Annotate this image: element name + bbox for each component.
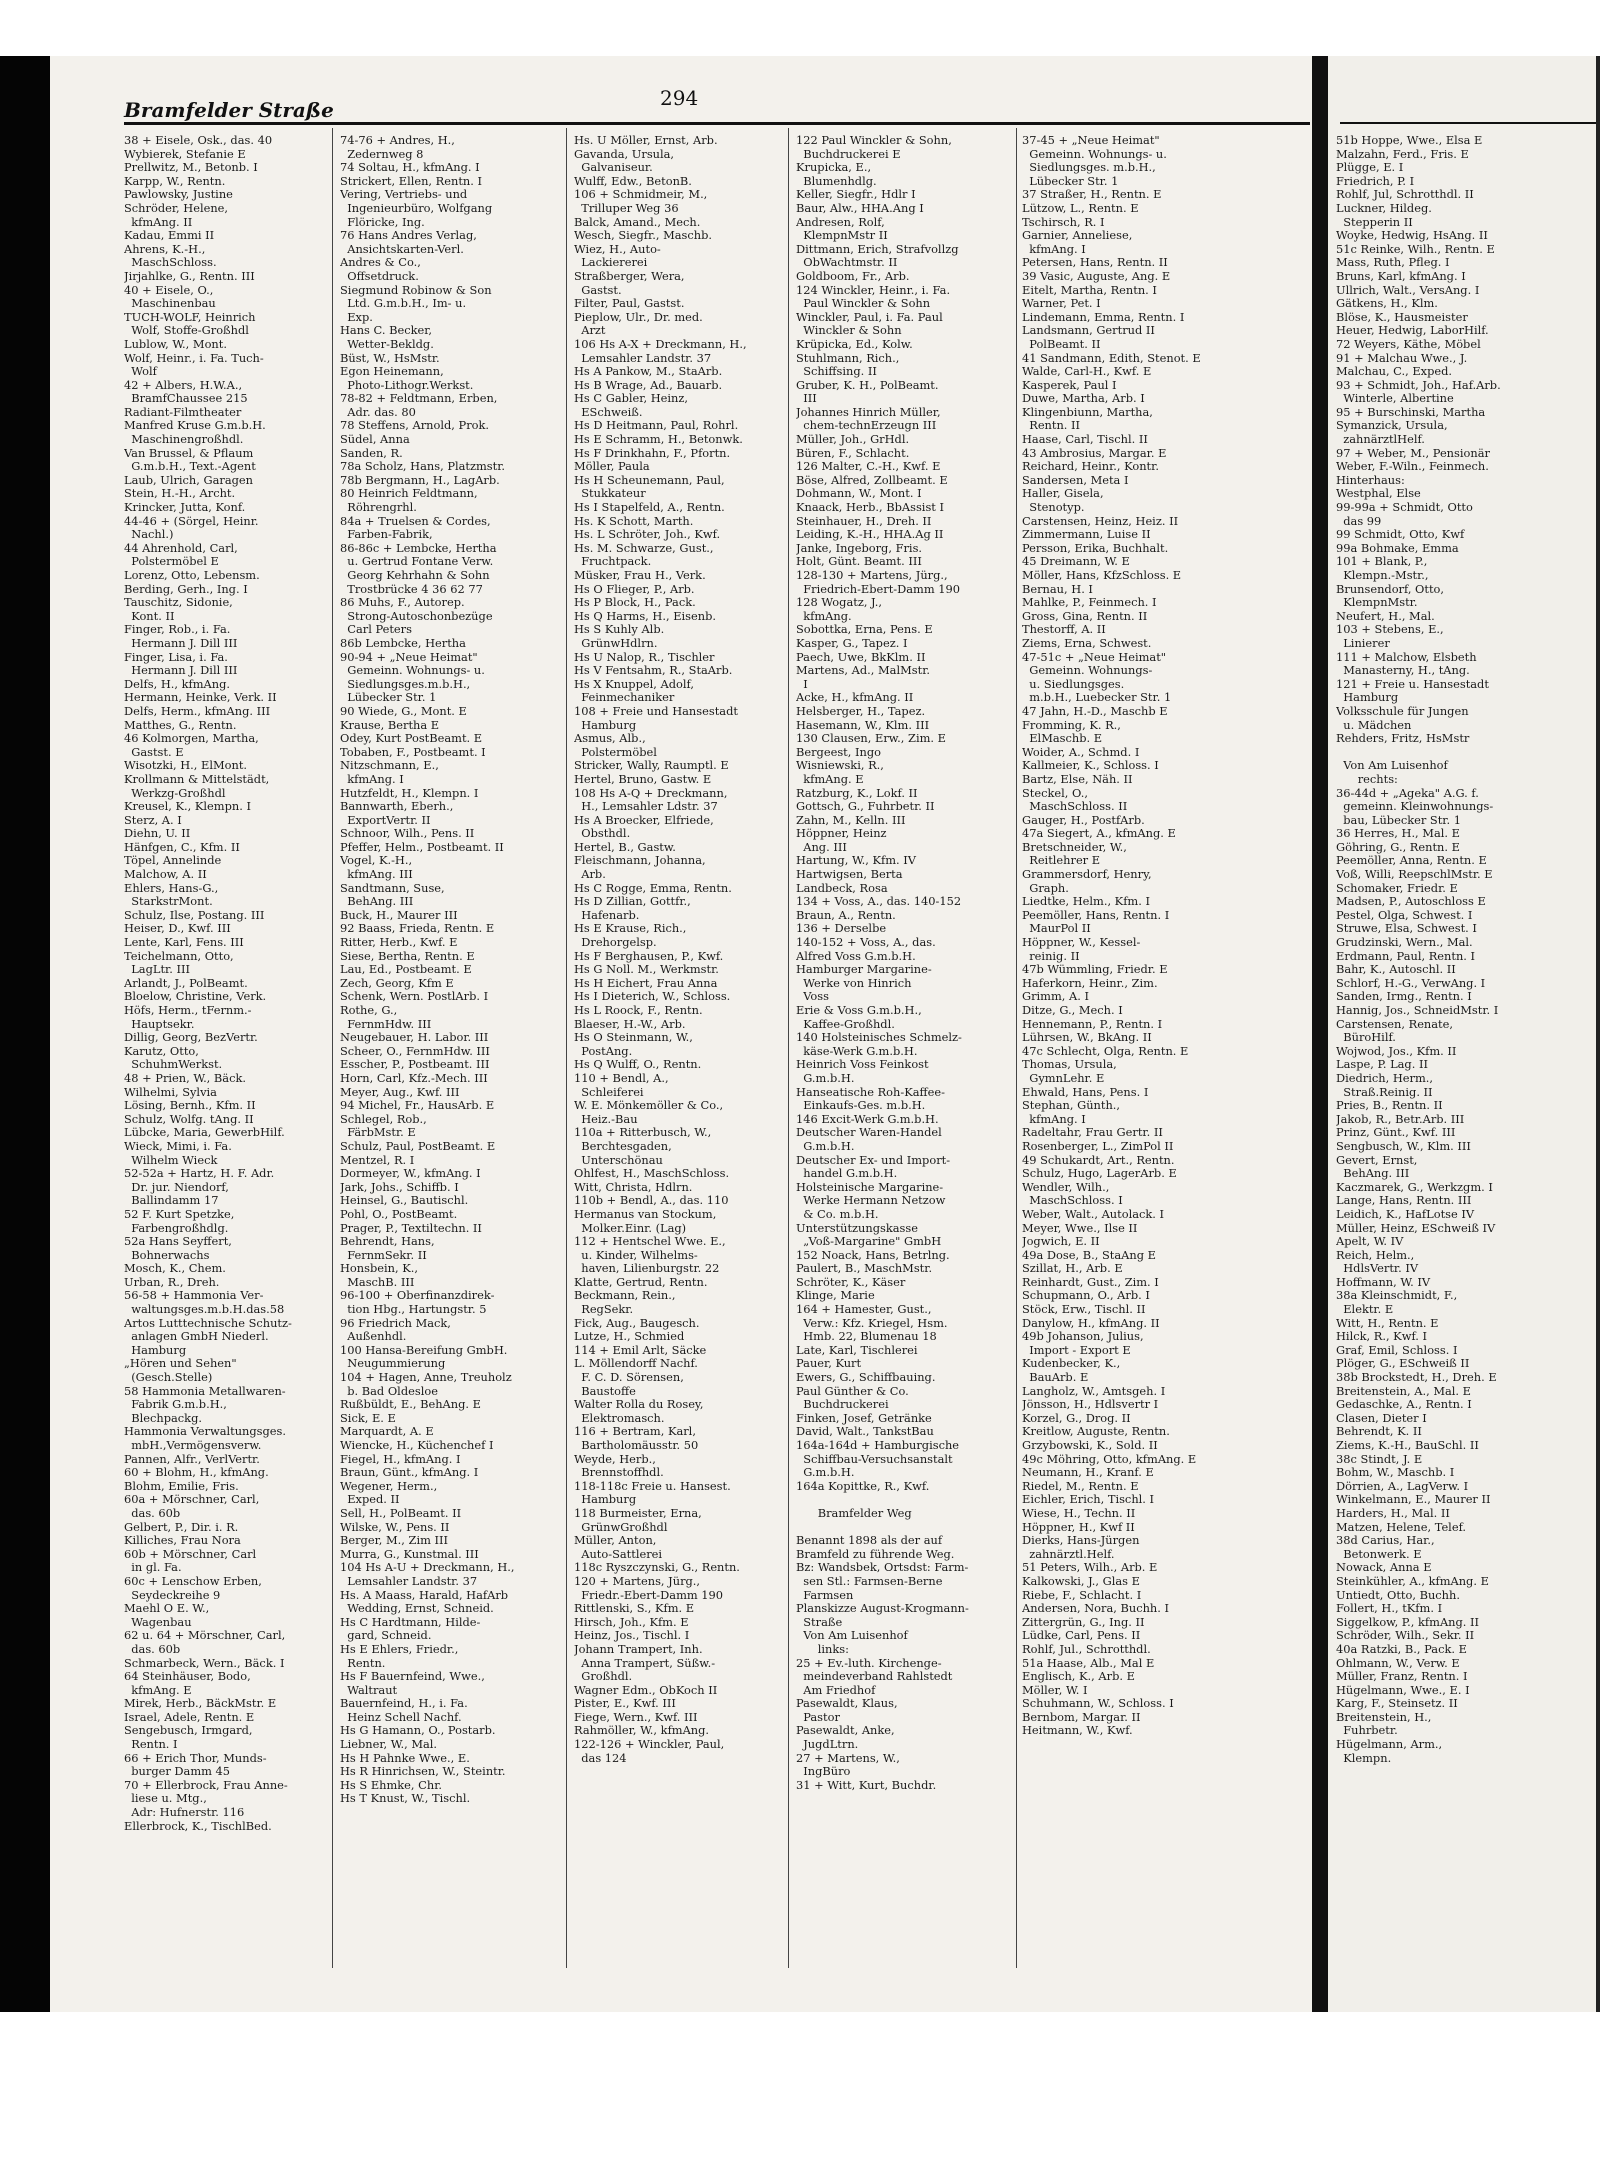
column-divider-4	[1016, 128, 1017, 1968]
street-title: Bramfelder Straße	[124, 98, 334, 122]
directory-column-3: Hs. U Möller, Ernst, Arb. Gavanda, Ursula, Galvaniseur. Wulff, Edw., BetonB. 106 + Schmidmeir, M., Trilluper Weg 36 Balck, Amand., Mech. Wesch, Siegfr., Maschb. Wiez, H., Auto- Lackiererei Straßberger, Wera, Gastst. Filter, Paul, Gastst. Pieplow, Ulr., Dr. med. Arzt 106 Hs A-X + Dreckmann, H., Lemsahler Landstr. 37 Hs A Pankow, M., StaArb. Hs B Wrage, Ad., Bauarb. Hs C Gabler, Heinz, ESchweiß. Hs D Heitmann, Paul, Rohrl. Hs E Schramm, H., Betonwk. Hs F Drinkhahn, F., Pfortn. Möller, Paula Hs H Scheunemann, Paul, Stukkateur Hs I Stapelfeld, A., Rentn. Hs. K Schott, Marth. Hs. L Schröter, Joh., Kwf. Hs. M. Schwarze, Gust., Fruchtpack. Müsker, Frau H., Verk. Hs O Flieger, P., Arb. Hs P Block, H., Pack. Hs Q Harms, H., Eisenb. Hs S Kuhly Alb. GrünwHdlrn. Hs U Nalop, R., Tischler Hs V Fentsahm, R., StaArb. Hs X Knuppel, Adolf, Feinmechaniker 108 + Freie und Hansestadt Hamburg Asmus, Alb., Polstermöbel Stricker, Wally, Raumptl. E Hertel, Bruno, Gastw. E 108 Hs A-Q + Dreckmann, H., Lemsahler Ldstr. 37 Hs A Broecker, Elfriede, Obsthdl. Hertel, B., Gastw. Fleischmann, Johanna, Arb. Hs C Rogge, Emma, Rentn. Hs D Zillian, Gottfr., Hafenarb. Hs E Krause, Rich., Drehorgelsp. Hs F Berghausen, P., Kwf. Hs G Noll. M., Werkmstr. Hs H Eichert, Frau Anna Hs I Dieterich, W., Schloss. Hs L Roock, F., Rentn. Blaeser, H.-W., Arb. Hs O Steinmann, W., PostAng. Hs Q Wulff, O., Rentn. 110 + Bendl, A., Schleiferei W. E. Mönkemöller & Co., Heiz.-Bau 110a + Ritterbusch, W., Berchtesgaden, Unterschönau Ohlfest, H., MaschSchloss. Witt, Christa, Hdlrn. 110b + Bendl, A., das. 110 Hermanus van Stockum, Molker.Einr. (Lag) 112 + Hentschel Wwe. E., u. Kinder, Wilhelms- haven, Lilienburgstr. 22 Klatte, Gertrud, Rentn. Beckmann, Rein., RegSekr. Fick, Aug., Baugesch. Lutze, H., Schmied 114 + Emil Arlt, Säcke L. Möllendorff Nachf. F. C. D. Sörensen, Baustoffe Walter Rolla du Rosey, Elektromasch. 116 + Bertram, Karl, Bartholomäusstr. 50 Weyde, Herb., Brennstoffhdl. 118-118c Freie u. Hansest. Hamburg 118 Burmeister, Erna, GrünwGroßhdl Müller, Anton, Auto-Sattlerei 118c Ryszczynski, G., Rentn. 120 + Martens, Jürg., Friedr.-Ebert-Damm 190 Rittlenski, S., Kfm. E Hirsch, Joh., Kfm. E Heinz, Jos., Tischl. I Johann Trampert, Inh. Anna Trampert, Süßw.- Großhdl. Wagner Edm., ObKoch II Pister, E., Kwf. III Fiege, Wern., Kwf. III Rahmöller, W., kfmAng. 122-126 + Winckler, Paul, das 124	[574, 134, 747, 1765]
page-number: 294	[660, 86, 699, 110]
directory-column-5: 37-45 + „Neue Heimat" Gemeinn. Wohnungs- u. Siedlungsges. m.b.H., Lübecker Str. 1 37 Straßer, H., Rentn. E Lützow, L., Rentn. E Tschirsch, R. I Garnier, Anneliese, kfmAng. I Petersen, Hans, Rentn. II 39 Vasic, Auguste, Ang. E Eitelt, Martha, Rentn. I Warner, Pet. I Lindemann, Emma, Rentn. I Landsmann, Gertrud II PolBeamt. II 41 Sandmann, Edith, Stenot. E Walde, Carl-H., Kwf. E Kasperek, Paul I Duwe, Martha, Arb. I Klingenbiunn, Martha, Rentn. II Haase, Carl, Tischl. II 43 Ambrosius, Margar. E Reichard, Heinr., Kontr. Sandersen, Meta I Haller, Gisela, Stenotyp. Carstensen, Heinz, Heiz. II Zimmermann, Luise II Persson, Erika, Buchhalt. 45 Dreimann, W. E Möller, Hans, KfzSchloss. E Bernau, H. I Mahlke, P., Feinmech. I Gross, Gina, Rentn. II Thestorff, A. II Ziems, Erna, Schwest. 47-51c + „Neue Heimat" Gemeinn. Wohnungs- u. Siedlungsges. m.b.H., Luebecker Str. 1 47 Jahn, H.-D., Maschb E Fromming, K. R., ElMaschb. E Woider, A., Schmd. I Kallmeier, K., Schloss. I Bartz, Else, Näh. II Steckel, O., MaschSchloss. II Gauger, H., PostfArb. 47a Siegert, A., kfmAng. E Bretschneider, W., Reitlehrer E Grammersdorf, Henry, Graph. Liedtke, Helm., Kfm. I Peemöller, Hans, Rentn. I MaurPol II Höppner, W., Kessel- reinig. II 47b Wümmling, Friedr. E Haferkorn, Heinr., Zim. Grimm, A. I Ditze, G., Mech. I Hennemann, P., Rentn. I Lührsen, W., BkAng. II 47c Schlecht, Olga, Rentn. E Thomas, Ursula, GymnLehr. E Ehwald, Hans, Pens. I Stephan, Günth., kfmAng. I Radeltahr, Frau Gertr. II Rosenberger, L., ZimPol II 49 Schukardt, Art., Rentn. Schulz, Hugo, LagerArb. E Wendler, Wilh., MaschSchloss. I Weber, Walt., Autolack. I Meyer, Wwe., Ilse II Jogwich, E. II 49a Dose, B., StaAng E Szillat, H., Arb. E Reinhardt, Gust., Zim. I Schupmann, O., Arb. I Stöck, Erw., Tischl. II Danylow, H., kfmAng. II 49b Johanson, Julius, Import - Export E Kudenbecker, K., BauArb. E Langholz, W., Amtsgeh. I Jönsson, H., Hdlsvertr I Korzel, G., Drog. II Kreitlow, Auguste, Rentn. Grzybowski, K., Sold. II 49c Möhring, Otto, kfmAng. E Neumann, H., Kranf. E Riedel, M., Rentn. E Eichler, Erich, Tischl. I Wiese, H., Techn. II Höppner, H., Kwf II Dierks, Hans-Jürgen zahnärztl.Helf. 51 Peters, Wilh., Arb. E Kalkowski, J., Glas E Riebe, F., Schlacht. I Andersen, Nora, Buchh. I Zittergrün, G., Ing. II Lüdke, Carl, Pens. II Rohlf, Jul., Schrotthdl. 51a Haase, Alb., Mal E Englisch, K., Arb. E Möller, W. I Schuhmann, W., Schloss. I Bernbom, Margar. II Heitmann, W., Kwf.	[1022, 134, 1201, 1738]
header-rule	[124, 122, 1310, 125]
book-gutter	[1310, 56, 1328, 2012]
directory-column-1: 38 + Eisele, Osk., das. 40 Wybierek, Stefanie E Prellwitz, M., Betonb. I Karpp, W., Rentn. Pawlowsky, Justine Schröder, Helene, kfmAng. II Kadau, Emmi II Ahrens, K.-H., MaschSchloss. Jirjahlke, G., Rentn. III 40 + Eisele, O., Maschinenbau TUCH-WOLF, Heinrich Wolf, Stoffe-Großhdl Lublow, W., Mont. Wolf, Heinr., i. Fa. Tuch- Wolf 42 + Albers, H.W.A., BramfChaussee 215 Radiant-Filmtheater Manfred Kruse G.m.b.H. Maschinengroßhdl. Van Brussel, & Pflaum G.m.b.H., Text.-Agent Laub, Ulrich, Garagen Stein, H.-H., Archt. Krincker, Jutta, Konf. 44-46 + (Sörgel, Heinr. Nachl.) 44 Ahrenhold, Carl, Polstermöbel E Lorenz, Otto, Lebensm. Berding, Gerh., Ing. I Tauschitz, Sidonie, Kont. II Finger, Rob., i. Fa. Hermann J. Dill III Finger, Lisa, i. Fa. Hermann J. Dill III Delfs, H., kfmAng. Hermann, Heinke, Verk. II Delfs, Herm., kfmAng. III Matthes, G., Rentn. 46 Kolmorgen, Martha, Gastst. E Wisotzki, H., ElMont. Krollmann & Mittelstädt, Werkzg-Großhdl Kreusel, K., Klempn. I Sterz, A. I Diehn, U. II Hänfgen, C., Kfm. II Töpel, Annelinde Malchow, A. II Ehlers, Hans-G., StarkstrMont. Schulz, Ilse, Postang. III Heiser, D., Kwf. III Lente, Karl, Fens. III Teichelmann, Otto, LagLtr. III Arlandt, J., PolBeamt. Bloelow, Christine, Verk. Höfs, Herm., tFernm.- Hauptsekr. Dillig, Georg, BezVertr. Karutz, Otto, SchuhmWerkst. 48 + Prien, W., Bäck. Wilhelmi, Sylvia Lösing, Bernh., Kfm. II Schulz, Wolfg. tAng. II Lübcke, Maria, GewerbHilf. Wieck, Mimi, i. Fa. Wilhelm Wieck 52-52a + Hartz, H. F. Adr. Dr. jur. Niendorf, Ballindamm 17 52 F. Kurt Spetzke, Farbengroßhdlg. 52a Hans Seyffert, Bohnerwachs Mosch, K., Chem. Urban, R., Dreh. 56-58 + Hammonia Ver- waltungsges.m.b.H.das.58 Artos Lutttechnische Schutz- anlagen GmbH Niederl. Hamburg „Hören und Sehen" (Gesch.Stelle) 58 Hammonia Metallwaren- Fabrik G.m.b.H., Blechpackg. Hammonia Verwaltungsges. mbH.,Vermögensverw. Pannen, Alfr., VerlVertr. 60 + Blohm, H., kfmAng. Blohm, Emilie, Fris. 60a + Mörschner, Carl, das. 60b Gelbert, P., Dir. i. R. Killiches, Frau Nora 60b + Mörschner, Carl in gl. Fa. 60c + Lenschow Erben, Seydeckreihe 9 Maehl O E. W., Wagenbau 62 u. 64 + Mörschner, Carl, das. 60b Schmarbeck, Wern., Bäck. I 64 Steinhäuser, Bodo, kfmAng. E Mirek, Herb., BäckMstr. E Israel, Adele, Rentn. E Sengebusch, Irmgard, Rentn. I 66 + Erich Thor, Munds- burger Damm 45 70 + Ellerbrock, Frau Anne- liese u. Mtg., Adr: Hufnerstr. 116 Ellerbrock, K., TischlBed.	[124, 134, 292, 1833]
column-divider-3	[788, 128, 789, 1968]
directory-column-6: 51b Hoppe, Wwe., Elsa E Malzahn, Ferd., Fris. E Plügge, E. I Friedrich, P. I Rohlf, Jul, Schrotthdl. II Luckner, Hildeg. Stepperin II Woyke, Hedwig, HsAng. II 51c Reinke, Wilh., Rentn. E Mass, Ruth, Pfleg. I Bruns, Karl, kfmAng. I Ullrich, Walt., VersAng. I Gätkens, H., Klm. Blöse, K., Hausmeister Heuer, Hedwig, LaborHilf. 72 Weyers, Käthe, Möbel 91 + Malchau Wwe., J. Malchau, C., Exped. 93 + Schmidt, Joh., Haf.Arb. Winterle, Albertine 95 + Burschinski, Martha Symanzick, Ursula, zahnärztlHelf. 97 + Weber, M., Pensionär Weber, F.-Wiln., Feinmech. Hinterhaus: Westphal, Else 99-99a + Schmidt, Otto das 99 99 Schmidt, Otto, Kwf 99a Bohmake, Emma 101 + Blank, P., Klempn.-Mstr., Brunsendorf, Otto, KlempnMstr. Neufert, H., Mal. 103 + Stebens, E., Linierer 111 + Malchow, Elsbeth Manasterny, H., tAng. 121 + Freie u. Hansestadt Hamburg Volksschule für Jungen u. Mädchen Rehders, Fritz, HsMstr Von Am Luisenhof rechts: 36-44d + „Ageka" A.G. f. gemeinn. Kleinwohnungs- bau, Lübecker Str. 1 36 Herres, H., Mal. E Göhring, G., Rentn. E Peemöller, Anna, Rentn. E Voß, Willi, ReepschlMstr. E Schomaker, Friedr. E Madsen, P., Autoschloss E Pestel, Olga, Schwest. I Struwe, Elsa, Schwest. I Grudzinski, Wern., Mal. Erdmann, Paul, Rentn. I Bahr, K., Autoschl. II Schlorf, H.-G., VerwAng. I Sanden, Irmg., Rentn. I Hannig, Jos., SchneidMstr. I Carstensen, Renate, BüroHilf. Wojwod, Jos., Kfm. II Laspe, P. Lag. II Diedrich, Herm., Straß.Reinig. II Pries, B., Rentn. II Jakob, R., Betr.Arb. III Prinz, Günt., Kwf. III Sengbusch, W., Klm. III Gevert, Ernst, BehAng. III Kaczmarek, G., Werkzgm. I Lange, Hans, Rentn. III Leidich, K., HafLotse IV Müller, Heinz, ESchweiß IV Apelt, W. IV Reich, Helm., HdlsVertr. IV Hoffmann, W. IV 38a Kleinschmidt, F., Elektr. E Witt, H., Rentn. E Hilck, R., Kwf. I Graf, Emil, Schloss. I Plöger, G., ESchweiß II 38b Brockstedt, H., Dreh. E Breitenstein, A., Mal. E Gedaschke, A., Rentn. I Clasen, Dieter I Behrendt, K. II Ziems, K.-H., BauSchl. II 38c Stindt, J. E Bohm, W., Maschb. I Dörrien, A., LagVerw. I Winkelmann, E., Maurer II Harders, H., Mal. II Matzen, Helene, Telef. 38d Carius, Har., Betonwerk. E Nowack, Anna E Steinkühler, A., kfmAng. E Untiedt, Otto, Buchh. Follert, H., tKfm. I Siggelkow, P., kfmAng. II Schröder, Wilh., Sekr. II 40a Ratzki, B., Pack. E Ohlmann, W., Verw. E Müller, Franz, Rentn. I Hügelmann, Wwe., E. I Karg, F., Steinsetz. II Breitenstein, H., Fuhrbetr. Hügelmann, Arm., Klempn.	[1336, 134, 1501, 1765]
header-rule-right	[1340, 122, 1596, 124]
column-divider-2	[566, 128, 567, 1968]
directory-column-2: 74-76 + Andres, H., Zedernweg 8 74 Soltau, H., kfmAng. I Strickert, Ellen, Rentn. I Vering, Vertriebs- und Ingenieurbüro, Wolfgang Flöricke, Ing. 76 Hans Andres Verlag, Ansichtskarten-Verl. Andres & Co., Offsetdruck. Siegmund Robinow & Son Ltd. G.m.b.H., Im- u. Exp. Hans C. Becker, Wetter-Bekldg. Büst, W., HsMstr. Egon Heinemann, Photo-Lithogr.Werkst. 78-82 + Feldtmann, Erben, Adr. das. 80 78 Steffens, Arnold, Prok. Südel, Anna Sanden, R. 78a Scholz, Hans, Platzmstr. 78b Bergmann, H., LagArb. 80 Heinrich Feldtmann, Röhrengrhl. 84a + Truelsen & Cordes, Farben-Fabrik, 86-86c + Lembcke, Hertha u. Gertrud Fontane Verw. Georg Kehrhahn & Sohn Trostbrücke 4 36 62 77 86 Muhs, F., Autorep. Strong-Autoschonbezüge Carl Peters 86b Lembcke, Hertha 90-94 + „Neue Heimat" Gemeinn. Wohnungs- u. Siedlungsges.m.b.H., Lübecker Str. 1 90 Wiede, G., Mont. E Krause, Bertha E Odey, Kurt PostBeamt. E Tobaben, F., Postbeamt. I Nitzschmann, E., kfmAng. I Hutzfeldt, H., Klempn. I Bannwarth, Eberh., ExportVertr. II Schnoor, Wilh., Pens. II Pfeffer, Helm., Postbeamt. II Vogel, K.-H., kfmAng. III Sandtmann, Suse, BehAng. III Buck, H., Maurer III 92 Baass, Frieda, Rentn. E Ritter, Herb., Kwf. E Siese, Bertha, Rentn. E Lau, Ed., Postbeamt. E Zech, Georg, Kfm E Schenk, Wern. PostlArb. I Rothe, G., FernmHdw. III Neugebauer, H. Labor. III Scheer, O., FernmHdw. III Esscher, P., Postbeamt. III Horn, Carl, Kfz.-Mech. III Meyer, Aug., Kwf. III 94 Michel, Fr., HausArb. E Schlegel, Rob., FärbMstr. E Schulz, Paul, PostBeamt. E Mentzel, R. I Dormeyer, W., kfmAng. I Jark, Johs., Schiffb. I Heinsel, G., Bautischl. Pohl, O., PostBeamt. Prager, P., Textiltechn. II Behrendt, Hans, FernmSekr. II Honsbein, K., MaschB. III 96-100 + Oberfinanzdirek- tion Hbg., Hartungstr. 5 96 Friedrich Mack, Außenhdl. 100 Hansa-Bereifung GmbH. Neugummierung 104 + Hagen, Anne, Treuholz b. Bad Oldesloe Rußbüldt, E., BehAng. E Sick, E. E Marquardt, A. E Wiencke, H., Küchenchef I Fiegel, H., kfmAng. I Braun, Günt., kfmAng. I Wegener, Herm., Exped. II Sell, H., PolBeamt. II Wilske, W., Pens. II Berger, M., Zim III Murra, G., Kunstmal. III 104 Hs A-U + Dreckmann, H., Lemsahler Landstr. 37 Hs. A Maass, Harald, HafArb Wedding, Ernst, Schneid. Hs C Hardtmann, Hilde- gard, Schneid. Hs E Ehlers, Friedr., Rentn. Hs F Bauernfeind, Wwe., Waltraut Bauernfeind, H., i. Fa. Heinz Schell Nachf. Hs G Hamann, O., Postarb. Liebner, W., Mal. Hs H Pahnke Wwe., E. Hs R Hinrichsen, W., Steintr. Hs S Ehmke, Chr. Hs T Knust, W., Tischl.	[340, 134, 515, 1806]
scan-left-margin	[0, 56, 50, 2012]
directory-column-4: 122 Paul Winckler & Sohn, Buchdruckerei E Krupicka, E., Blumenhdlg. Keller, Siegfr., Hdlr I Baur, Alw., HHA.Ang I Andresen, Rolf, KlempnMstr II Dittmann, Erich, Strafvollzg ObWachtmstr. II Goldboom, Fr., Arb. 124 Winckler, Heinr., i. Fa. Paul Winckler & Sohn Winckler, Paul, i. Fa. Paul Winckler & Sohn Krüpicka, Ed., Kolw. Stuhlmann, Rich., Schiffsing. II Gruber, K. H., PolBeamt. III Johannes Hinrich Müller, chem-technErzeugn III Müller, Joh., GrHdl. Büren, F., Schlacht. 126 Malter, C.-H., Kwf. E Böse, Alfred, Zollbeamt. E Dohmann, W., Mont. I Knaack, Herb., BbAssist I Steinhauer, H., Dreh. II Leiding, K.-H., HHA.Ag II Janke, Ingeborg, Fris. Holt, Günt. Beamt. III 128-130 + Martens, Jürg., Friedrich-Ebert-Damm 190 128 Wogatz, J., kfmAng. Sobottka, Erna, Pens. E Kasper, G., Tapez. I Paech, Uwe, BkKlm. II Martens, Ad., MalMstr. I Acke, H., kfmAng. II Helsberger, H., Tapez. Hasemann, W., Klm. III 130 Clausen, Erw., Zim. E Bergeest, Ingo Wisniewski, R., kfmAng. E Ratzburg, K., Lokf. II Gottsch, G., Fuhrbetr. II Zahn, M., Kelln. III Höppner, Heinz Ang. III Hartung, W., Kfm. IV Hartwigsen, Berta Landbeck, Rosa 134 + Voss, A., das. 140-152 Braun, A., Rentn. 136 + Derselbe 140-152 + Voss, A., das. Alfred Voss G.m.b.H. Hamburger Margarine- Werke von Hinrich Voss Erie & Voss G.m.b.H., Kaffee-Großhdl. 140 Holsteinisches Schmelz- käse-Werk G.m.b.H. Heinrich Voss Feinkost G.m.b.H. Hanseatische Roh-Kaffee- Einkaufs-Ges. m.b.H. 146 Excit-Werk G.m.b.H. Deutscher Waren-Handel G.m.b.H. Deutscher Ex- und Import- handel G.m.b.H. Holsteinische Margarine- Werke Hermann Netzow & Co. m.b.H. Unterstützungskasse „Voß-Margarine" GmbH 152 Noack, Hans, Betrlng. Paulert, B., MaschMstr. Schröter, K., Käser Klinge, Marie 164 + Hamester, Gust., Verw.: Kfz. Kriegel, Hsm. Hmb. 22, Blumenau 18 Late, Karl, Tischlerei Pauer, Kurt Ewers, G., Schiffbauing. Paul Günther & Co. Buchdruckerei Finken, Josef, Getränke David, Walt., TankstBau 164a-164d + Hamburgische Schiffbau-Versuchsanstalt G.m.b.H. 164a Kopittke, R., Kwf. Bramfelder Weg Benannt 1898 als der auf Bramfeld zu führende Weg. Bz: Wandsbek, Ortsdst: Farm- sen Stl.: Farmsen-Berne Farmsen Planskizze August-Krogmann- Straße Von Am Luisenhof links: 25 + Ev.-luth. Kirchenge- meindeverband Rahlstedt Am Friedhof Pasewaldt, Klaus, Pastor Pasewaldt, Anke, JugdLtrn. 27 + Martens, W., IngBüro 31 + Witt, Kurt, Buchdr.	[796, 134, 969, 1792]
column-divider-1	[332, 128, 333, 1968]
